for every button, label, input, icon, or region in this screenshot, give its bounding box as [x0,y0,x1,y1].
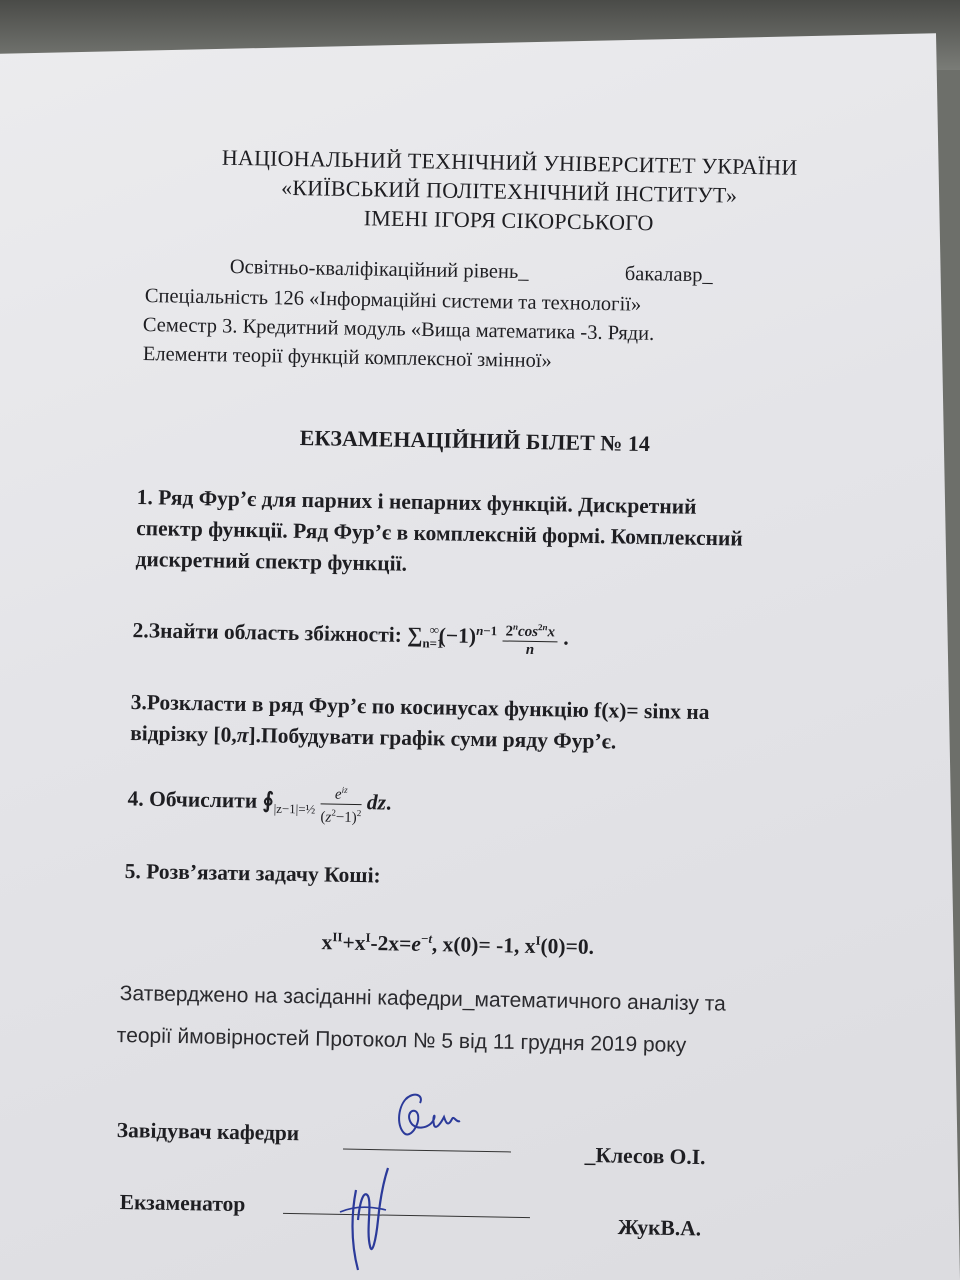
task-3-line-2-b: ].Побудувати графік суми ряду Фур’є. [248,723,617,754]
head-of-department-label: Завідувач кафедри [116,1117,300,1146]
task-5: 5. Розв’язати задачу Коші: [124,858,381,888]
task-1 [135,482,743,586]
header-line-1: НАЦІОНАЛЬНИЙ ТЕХНІЧНИЙ УНІВЕРСИТЕТ УКРАЇНИ [221,144,798,180]
header-line-3: ІМЕНІ ІГОРЯ СІКОРСЬКОГО [363,205,654,236]
task-3-line-1: 3.Розкласти в ряд Фур’є по косинусах функцію f(x)= sinx на [130,689,710,725]
task-2 [132,610,569,662]
header-line-2: «КИЇВСЬКИЙ ПОЛІТЕХНІЧНИЙ ІНСТИТУТ» [280,174,738,208]
task-1-line-2: спектр функції. Ряд Фур’є в комплексній формі. Комплексний [135,515,744,551]
examiner-label: Екзаменатор [119,1189,246,1217]
university-header [178,142,839,241]
examiner-name: ЖукВ.А. [617,1214,702,1241]
level-label: Освітньо-кваліфікаційний рівень_ [229,256,529,284]
task-3-line-2-a: відрізку [0, [129,720,237,747]
task-2-prefix: 2.Знайти область збіжності: [132,618,408,647]
series-formula: $\sum_{n=1}^\infty(-1)^{n-1}$ $\frac{2^n\cos^{2n}x}{n}$ . [407,623,569,650]
approval-line-2: теорії ймовірностей Протокол № 5 від 11 грудня 2019 року [116,1024,687,1057]
level-value: бакалавр_ [624,262,713,287]
semester-line: Семестр 3. Кредитний модуль «Вища математика -3. Ряди. [142,314,655,345]
task-1-line-3: дискретний спектр функції. [135,546,408,576]
contour-integral: $∮_{|z-1|=\frac{1}{2}}$ $\frac{e^{iz}}{(z^2-1)^2}$ dz. [262,789,391,815]
specialty-line: Спеціальність 126 «Інформаційні системи та технології» [144,285,642,316]
module-continuation: Елементи теорії функцій комплексної змінної» [142,343,552,373]
task-4-prefix: 4. Обчислити [127,786,263,813]
task-4 [127,778,392,828]
task-3-line-2: відрізку [0,π].Побудувати графік суми ряду Фур’є. [129,720,617,754]
cauchy-equation: $x^{II}+x^I-2x=e^{-t}$, x(0)= -1, $x^I(0)=0$. [321,930,595,959]
task-3 [130,687,710,759]
ticket-title: ЕКЗАМЕНАЦІЙНИЙ БІЛЕТ № 14 [299,425,651,457]
approval-line-1: Затверджено на засіданні кафедри_математичного аналізу та [119,982,727,1016]
examiner-signature [330,1160,400,1280]
task-1-line-1: 1. Ряд Фур’є для парних і непарних функцій. Дискретний [136,484,697,519]
head-of-department-name: _Клесов О.І. [584,1142,706,1170]
head-signature [390,1085,470,1155]
